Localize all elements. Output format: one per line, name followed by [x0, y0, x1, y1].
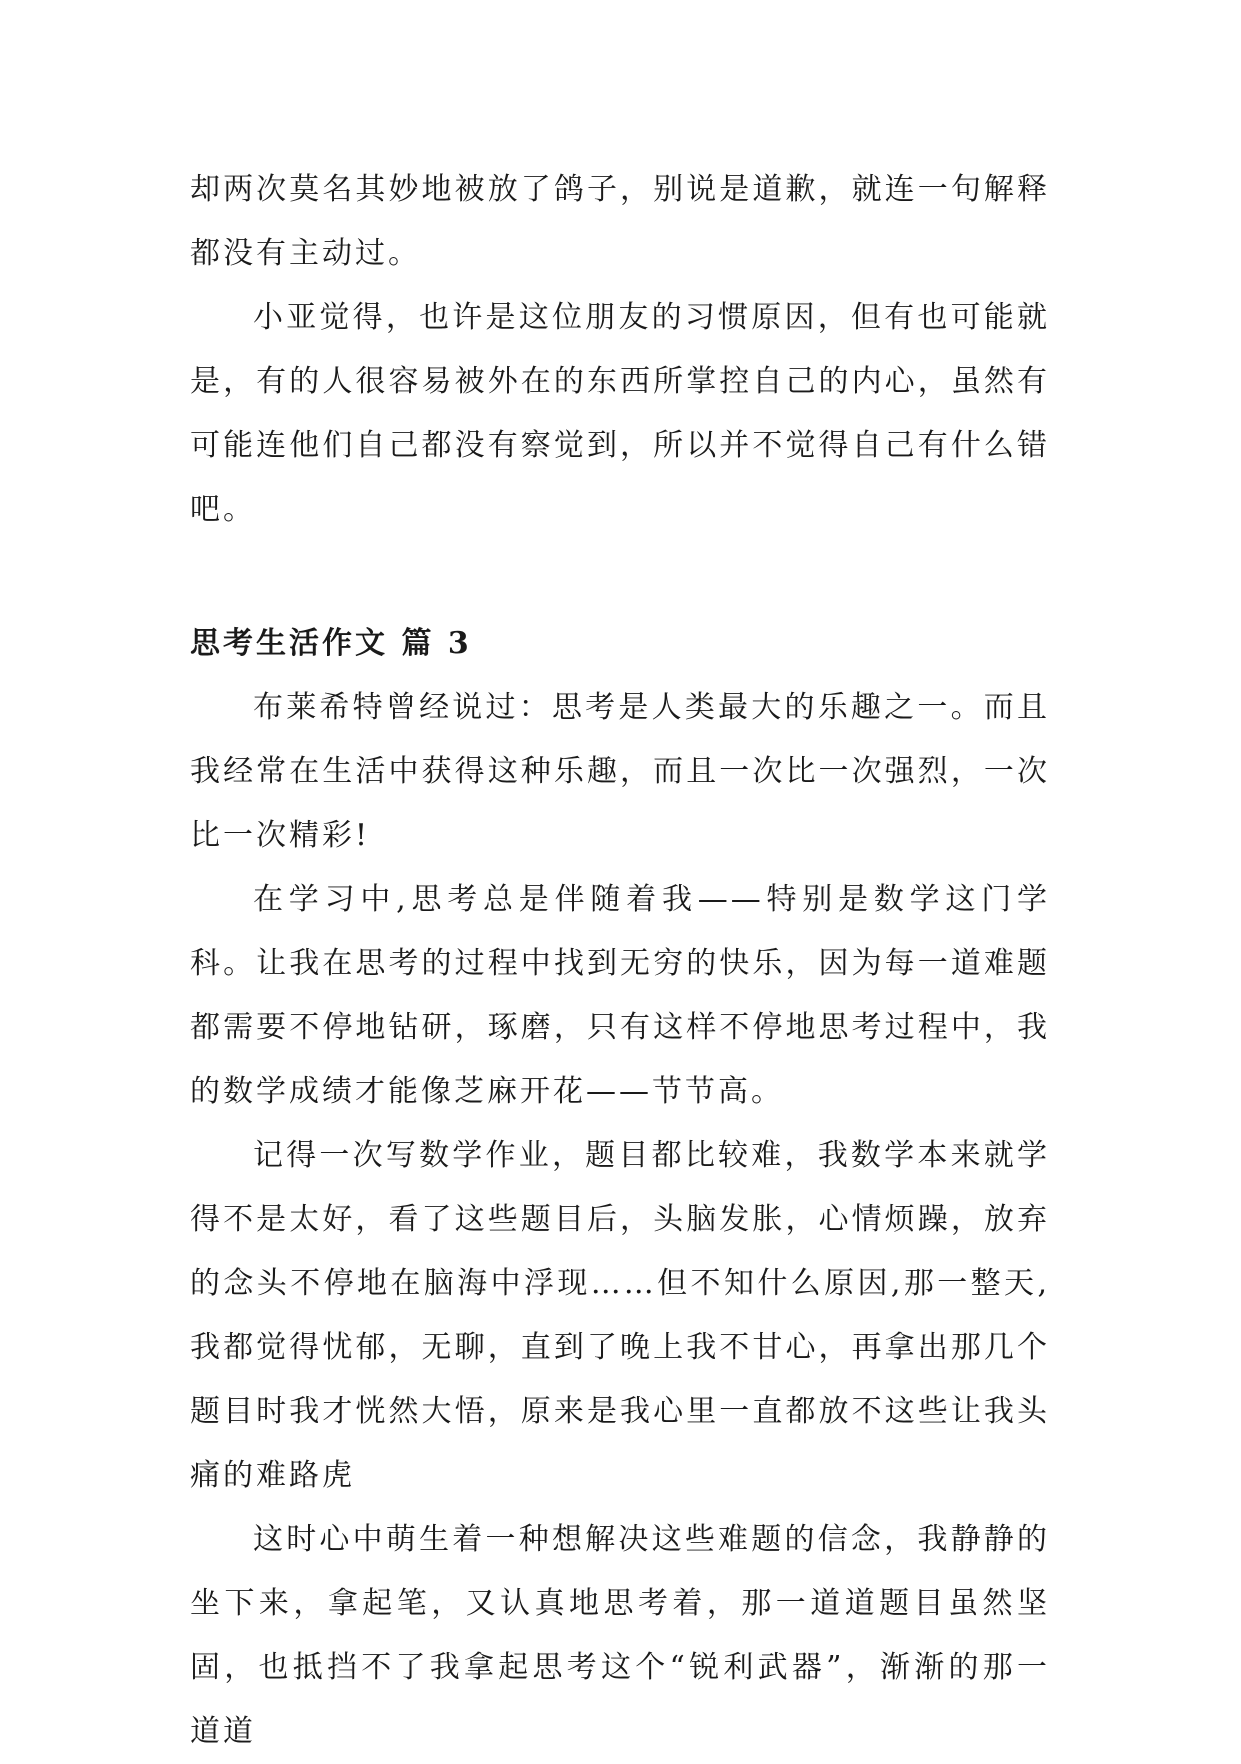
paragraph-4: 在学习中,思考总是伴随着我——特别是数学这门学科。让我在思考的过程中找到无穷的快乐，因为每一道难题都需要不停地钻研，琢磨，只有这样不停地思考过程中，我的数学成绩才能像芝麻开花——节节高。	[190, 882, 1050, 1109]
paragraph-2: 小亚觉得，也许是这位朋友的习惯原因，但有也可能就是，有的人很容易被外在的东西所掌控自己的内心，虽然有可能连他们自己都没有察觉到，所以并不觉得自己有什么错吧。	[190, 300, 1050, 527]
paragraph-3: 布莱希特曾经说过：思考是人类最大的乐趣之一。而且我经常在生活中获得这种乐趣，而且一次比一次强烈，一次比一次精彩!	[190, 690, 1050, 853]
section-title: 思考生活作文 篇 3	[190, 626, 472, 661]
paragraph-1: 却两次莫名其妙地被放了鸽子，别说是道歉，就连一句解释都没有主动过。	[190, 172, 1050, 271]
paragraph-6: 这时心中萌生着一种想解决这些难题的信念，我静静的坐下来，拿起笔，又认真地思考着，那一道道题目虽然坚固，也抵挡不了我拿起思考这个“锐利武器”，渐渐的那一道道	[190, 1522, 1050, 1749]
document-body	[190, 158, 1050, 1764]
paragraph-5: 记得一次写数学作业，题目都比较难，我数学本来就学得不是太好，看了这些题目后，头脑发胀，心情烦躁，放弃的念头不停地在脑海中浮现……但不知什么原因,那一整天,我都觉得忧郁，无聊，直到了晚上我不甘心，再拿出那几个题目时我才恍然大悟，原来是我心里一直都放不这些让我头痛的难路虎	[190, 1138, 1050, 1493]
section-gap	[190, 542, 1050, 612]
